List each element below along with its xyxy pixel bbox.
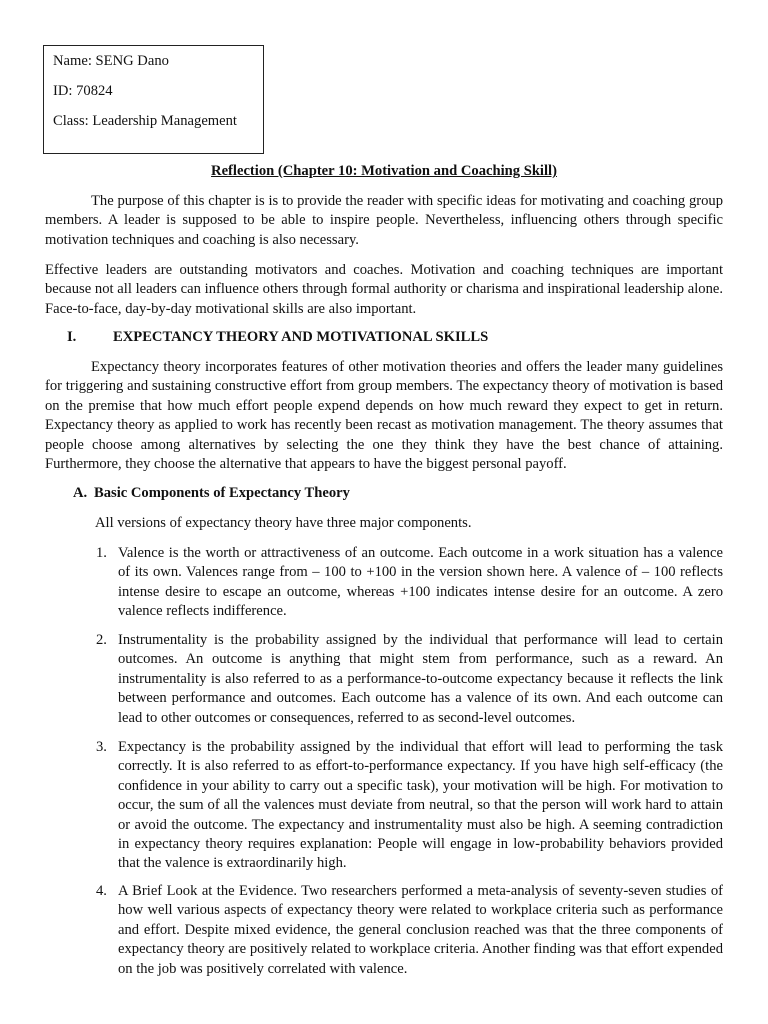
list-item-text: Instrumentality is the probability assigned by the individual that performance will lead to certain outcomes. An outcome is anything that might stem from performance, such as a reward. An instrumentality is also referred to as a performance-to-outcome expectancy because it reflects the link between performance and outcomes. Each outcome has a valence of its own. And each outcome can lead to other outcomes or consequences, referred to as second-level outcomes. [118, 632, 723, 726]
list-item-number: 1. [96, 545, 107, 561]
document-title: Reflection (Chapter 10: Motivation and Coaching Skill) [211, 163, 557, 179]
student-class: Class: Leadership Management [53, 113, 237, 129]
list-item [96, 631, 723, 728]
subsection-heading [73, 484, 350, 503]
list-item-text: A Brief Look at the Evidence. Two researchers performed a meta-analysis of seventy-seven studies of how well various aspects of expectancy theory were related to workplace criteria such as performance and effort. Despite mixed evidence, the general conclusion reached was that the three components of expectancy theory are positively related to workplace criteria. Another finding was that effort expended on the job was positively correlated with valence. [118, 883, 723, 977]
list-item-text: Expectancy is the probability assigned by the individual that effort will lead to performing the task correctly. It is also referred to as effort-to-performance expectancy. If you have high self-efficacy (the confidence in your ability to carry out a specific task), your motivation will be high. For motivation to occur, the sum of all the valences must deviate from neutral, so that the person will work hard to attain or avoid the outcome. The expectancy and instrumentality must also be high. A seeming contradiction in expectancy theory requires explanation: People will engage in low-probability behaviors provided that the valence is extraordinarily high. [118, 739, 723, 872]
intro-paragraph-2: Effective leaders are outstanding motivators and coaches. Motivation and coaching techniques are important because not all leaders can influence others through formal authority or charisma and inspirational leadership alone. Face-to-face, day-by-day motivational skills are also important. [45, 262, 723, 317]
list-item-number: 4. [96, 883, 107, 899]
student-info-box [43, 45, 264, 154]
intro-paragraph-1: The purpose of this chapter is is to provide the reader with specific ideas for motivating and coaching group members. A leader is supposed to be able to inspire people. Nevertheless, influencing others through specific motivation techniques and coaching is also necessary. [45, 193, 723, 248]
list-item [96, 738, 723, 874]
section-title: EXPECTANCY THEORY AND MOTIVATIONAL SKILLS [113, 329, 489, 345]
section-number: I. [67, 329, 77, 345]
subsection-title: Basic Components of Expectancy Theory [94, 485, 350, 501]
list-item-number: 2. [96, 632, 107, 648]
student-id: ID: 70824 [53, 83, 113, 99]
subsection-intro: All versions of expectancy theory have three major components. [95, 515, 472, 531]
section-heading [67, 328, 488, 347]
list-item [96, 544, 723, 622]
section-body: Expectancy theory incorporates features of other motivation theories and offers the leader many guidelines for triggering and sustaining constructive effort from group members. The expectancy theory of motivation is based on the premise that how much effort people expend depends on how much reward they expect to get in return. Expectancy theory as applied to work has recently been recast as motivation management. The theory assumes that people choose among alternatives by selecting the one they think they have the best chance of attaining. Furthermore, they choose the alternative that appears to have the biggest personal payoff. [45, 359, 723, 473]
list-item-text: Valence is the worth or attractiveness of an outcome. Each outcome in a work situation has a valence of its own. Valences range from – 100 to +100 in the version shown here. A valence of – 100 reflects intense desire to escape an outcome, whereas +100 indicates intense desire for an outcome. A zero valence reflects indifference. [118, 545, 723, 620]
subsection-letter: A. [73, 485, 88, 501]
student-name: Name: SENG Dano [53, 53, 169, 69]
list-item [96, 882, 723, 979]
list-item-number: 3. [96, 739, 107, 755]
